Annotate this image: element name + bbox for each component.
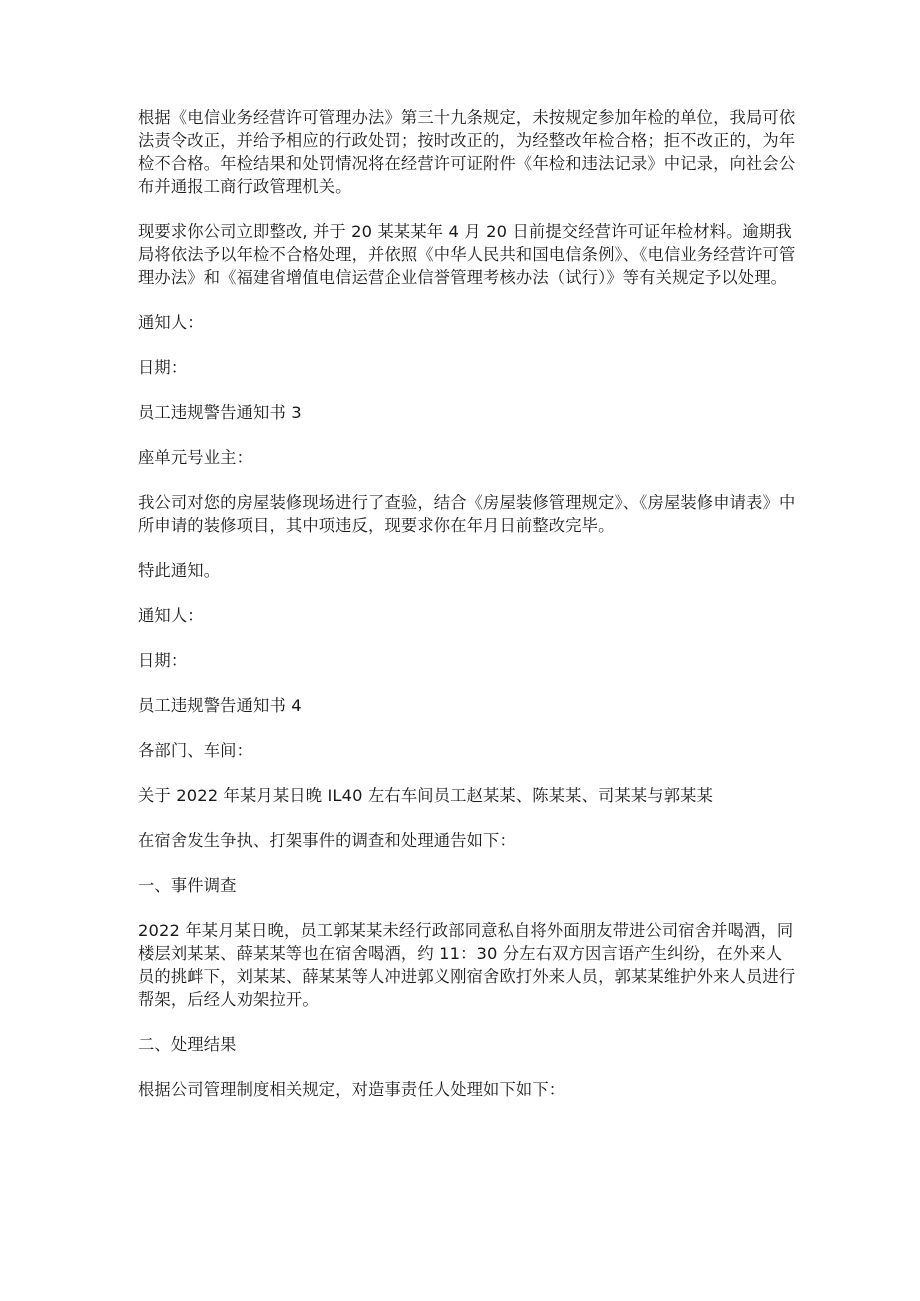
owner-salutation: 座单元号业主： xyxy=(138,448,254,467)
paragraph-incident-details: 2022 年某月某日晚，员工郭某某未经行政部同意私自将外面朋友带进公司宿舍并喝酒，同楼层刘某某、薛某某等也在宿舍喝酒，约 11：30 分左右双方因言语产生纠纷，在外来人员的挑衅下，刘某某、薛某某等人冲进郭义刚宿舍欧打外来人员，郭某某维护外来人员进行帮架，后经人劝架拉开。 xyxy=(138,921,796,1009)
section-heading-investigation: 一、事件调查 xyxy=(138,876,237,895)
paragraph-incident-intro: 在宿舍发生争执、打架事件的调查和处理通告如下： xyxy=(138,831,516,850)
date-label: 日期： xyxy=(138,358,188,377)
paragraph-handling-intro: 根据公司管理制度相关规定，对造事责任人处理如下如下： xyxy=(138,1080,566,1099)
special-notice: 特此通知。 xyxy=(138,561,221,580)
notice-heading-4: 员工违规警告通知书 4 xyxy=(138,696,302,715)
document-body xyxy=(138,106,798,1123)
paragraph-renovation-inspection: 我公司对您的房屋装修现场进行了查验，结合《房屋装修管理规定》、《房屋装修申请表》中所申请的装修项目，其中项违反，现要求你在年月日前整改完毕。 xyxy=(138,493,796,535)
department-salutation: 各部门、车间： xyxy=(138,741,254,760)
paragraph-incident-subject: 关于 2022 年某月某日晚 IL40 左右车间员工赵某某、陈某某、司某某与郭某某 xyxy=(138,786,714,805)
section-heading-result: 二、处理结果 xyxy=(138,1035,237,1054)
notifier-label: 通知人： xyxy=(138,606,204,625)
notice-heading-3: 员工违规警告通知书 3 xyxy=(138,403,302,422)
paragraph-rectification-requirement: 现要求你公司立即整改, 并于 20 某某某年 4 月 20 日前提交经营许可证年检材料。逾期我局将依法予以年检不合格处理，并依照《中华人民共和国电信条例》、《电信业务经营许可管理办法》和《福建省增值电信运营企业信誉管理考核办法（试行）》等有关规定予以处理。 xyxy=(138,222,796,287)
notifier-label: 通知人： xyxy=(138,313,204,332)
paragraph-regulation-basis: 根据《电信业务经营许可管理办法》第三十九条规定，未按规定参加年检的单位，我局可依法责令改正，并给予相应的行政处罚；按时改正的，为经整改年检合格；拒不改正的，为年检不合格。年检结果和处罚情况将在经营许可证附件《年检和违法记录》中记录，向社会公布并通报工商行政管理机关。 xyxy=(138,108,796,196)
date-label: 日期： xyxy=(138,651,188,670)
